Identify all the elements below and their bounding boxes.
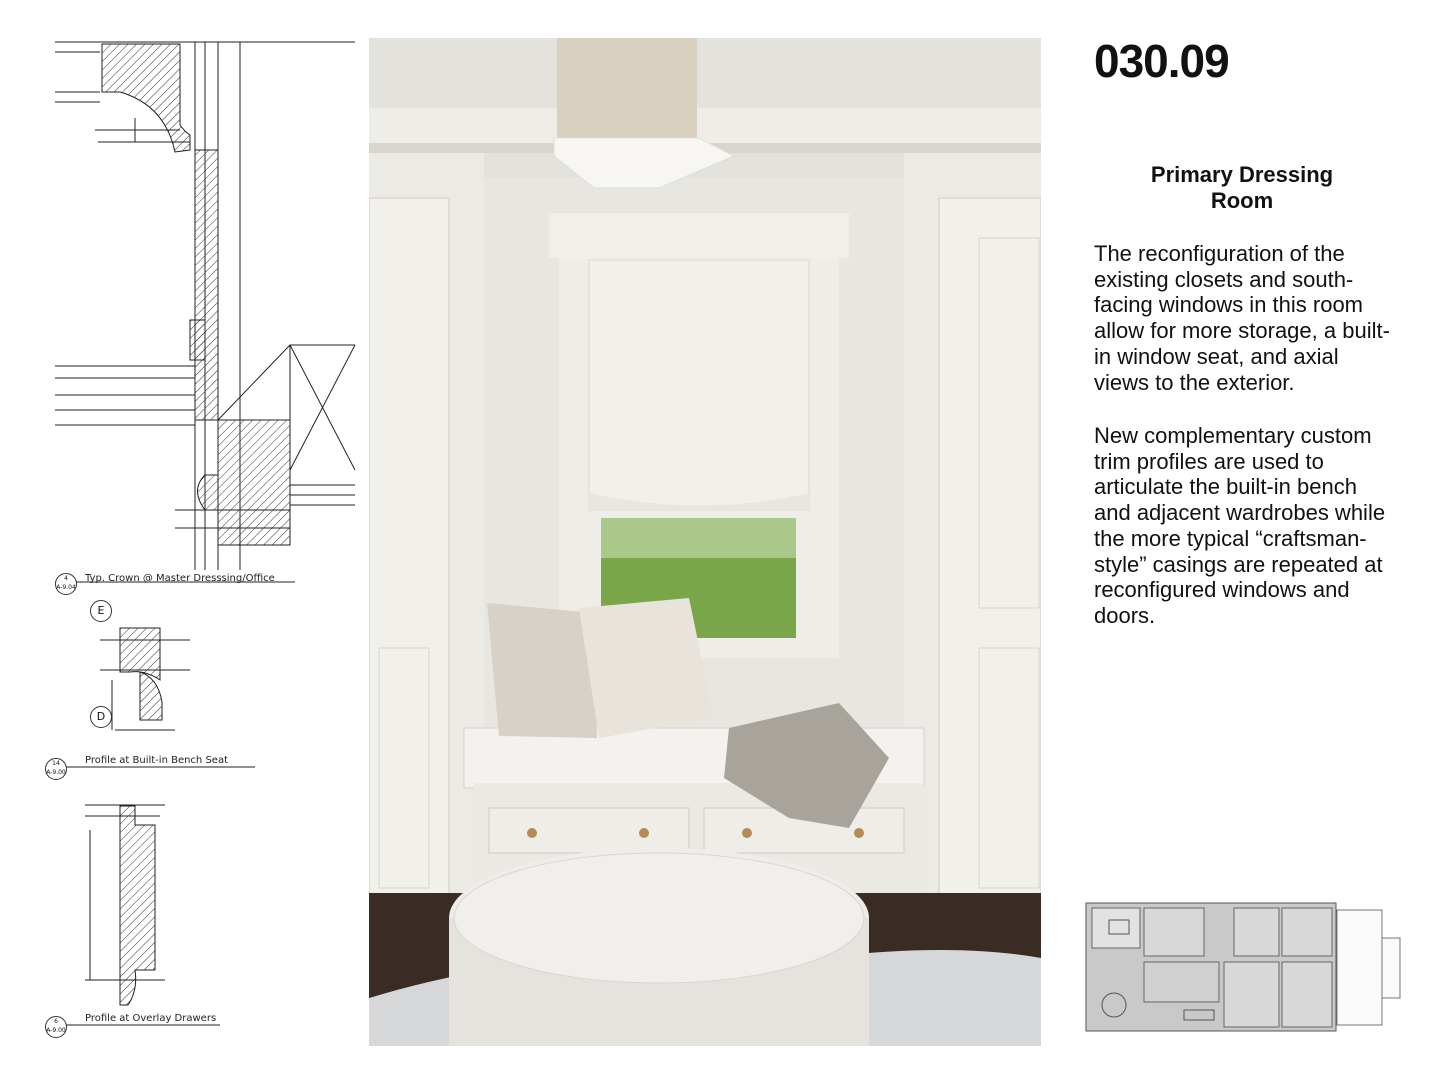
description-paragraph-2: New complementary custom trim profiles are used to articulate the built-in bench and adjacent wardrobes while the more typical “craftsman-style” casings are repeated at reconfigured windows and doors. (1094, 423, 1386, 628)
key-floor-plan (1084, 900, 1404, 1035)
crown-detail-drawing (40, 30, 360, 1050)
detail-4-bubble (55, 573, 77, 595)
detail-number: 4 (64, 575, 68, 582)
detail-sheet-ref: A-9.00 (46, 1027, 66, 1034)
detail-4-caption: Typ. Crown @ Master Dresssing/Office (85, 573, 275, 584)
trim-detail-drawings (40, 30, 360, 1050)
section-marker-label: E (97, 604, 105, 617)
room-title: Primary Dressing Room (1150, 162, 1334, 213)
detail-sheet-ref: A-9.00 (46, 769, 66, 776)
detail-6-bubble (45, 1016, 67, 1038)
sheet-number: 030.09 (1094, 35, 1229, 87)
detail-6-caption: Profile at Overlay Drawers (85, 1013, 217, 1024)
window-seat-illustration (369, 38, 1041, 1046)
section-marker-d (90, 706, 112, 728)
dressing-room-photo (369, 38, 1041, 1046)
floor-plan-drawing (1084, 900, 1404, 1035)
detail-number: 6 (54, 1018, 58, 1025)
section-marker-label: D (96, 710, 106, 723)
detail-sheet-ref: A-9.04 (56, 584, 76, 591)
description-paragraph-1: The reconfiguration of the existing closets and south-facing windows in this room allow for more storage, a built-in window seat, and axial views to the exterior. (1094, 241, 1390, 395)
section-marker-e (90, 600, 112, 622)
detail-number: 14 (52, 760, 60, 767)
detail-14-caption: Profile at Built-in Bench Seat (85, 755, 228, 766)
detail-14-bubble (45, 758, 67, 780)
